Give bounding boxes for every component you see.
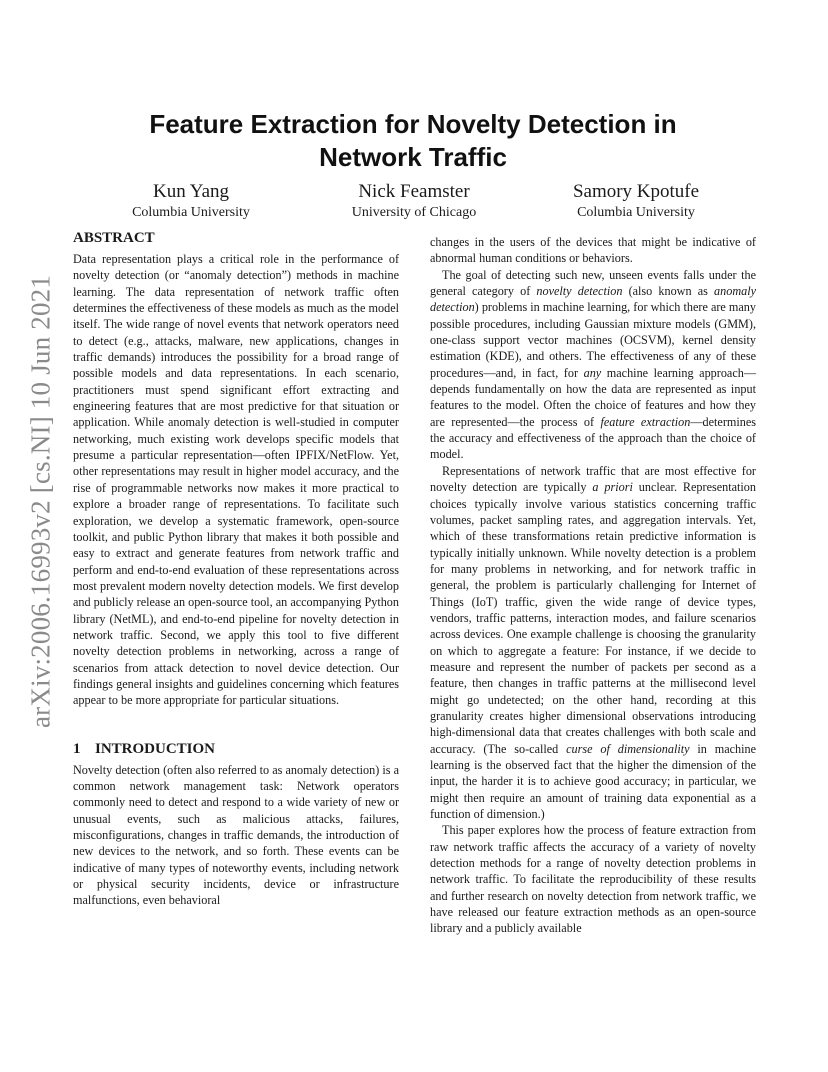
section-number: 1: [73, 740, 81, 757]
right-column: [430, 234, 756, 937]
author-block: [81, 180, 301, 222]
arxiv-margin-stamp: [20, 274, 62, 728]
author-affiliation: Columbia University: [132, 205, 250, 220]
intro-paragraph-2: The goal of detecting such new, unseen events falls under the general category of novelty detection (also known as anomaly detection) problems in machine learning, for which there are many possible procedures, including Gaussian mixture models (GMM), one-class support vector machines (OCSVM), kernel density estimation (KDE), and others. The effectiveness of any of these procedures—and, in fact, for any machine learning approach—depends fundamentally on how the data are represented as input features to the model. Often the choice of features and how they are represented—the process of feature extraction—determines the accuracy and effectiveness of the approach than the choice of model.: [430, 267, 757, 462]
italic-term: feature extraction: [600, 414, 691, 429]
intro-paragraph-1-continued: changes in the users of the devices that might be indicative of abnormal human conditions or behaviors.: [430, 235, 756, 266]
introduction-heading: [73, 739, 399, 759]
author-affiliation: Columbia University: [577, 205, 695, 220]
italic-term: anomaly detection: [430, 284, 757, 315]
author-name: Samory Kpotufe: [572, 181, 700, 202]
italic-term: a priori: [592, 480, 633, 495]
italic-term: novelty detection: [536, 284, 623, 299]
italic-term: curse of dimensionality: [566, 741, 690, 756]
arxiv-identifier: arXiv:2006.16993v2 [cs.NI] 10 Jun 2021: [25, 274, 56, 728]
intro-paragraph-3: Representations of network traffic that are most effective for novelty detection are typically a priori unclear. Representation choices typically involve various statistics concerning traffic volumes, packet sampling rates, and aggregation intervals. Yet, which of these transformations retain predictive information is typically initially unknown. While novelty detection is a problem for many problems in networking, and for network traffic in general, the problem is particularly challenging for Internet of Things (IoT) traffic, given the wide range of device types, vendors, traffic patterns, interaction modes, and failure scenarios across devices. One example challenge is choosing the granularity on which to aggregate a feature: For instance, if we decide to measure and represent the number of packets per second as a feature, then changes in traffic patterns at the millisecond level might go undetected; on the other hand, recording at this granularity creates higher dimensional observations introducing high-dimensional data that creates challenges with both scale and accuracy. (The so-called curse of dimensionality in machine learning is the observed fact that the higher the dimension of the input, the harder it is to achieve good accuracy; in particular, we might then require an amount of training data exponential as a function of dimension.): [430, 463, 757, 822]
section-title: INTRODUCTION: [95, 740, 216, 757]
left-column: [73, 228, 399, 909]
author-block: [304, 180, 524, 222]
author-block: [526, 180, 746, 222]
paper-title: Feature Extraction for Novelty Detection in Network Traffic: [149, 109, 677, 172]
italic-term: any: [583, 365, 602, 380]
abstract-text: Data representation plays a critical role in the performance of novelty detection (or “anomaly detection”) methods in machine learning. The data representation of network traffic often determines the effectiveness of these models as much as the model itself. The wide range of novel events that network operators need to detect (e.g., attacks, malware, new applications, changes in traffic demands) introduces the possibility for a broad range of possible models and data representations. In each scenario, practitioners must spend significant effort extracting and engineering features that are most predictive for that situation or application. While anomaly detection is well-studied in computer networking, much existing work develops specific models that presume a particular representation—often IPFIX/NetFlow. Yet, other representations may result in higher model accuracy, and the rise of programmable networks now makes it more practical to explore a broader range of representations. To facilitate such exploration, we develop a systematic framework, open-source toolkit, and public Python library that makes it both possible and easy to extract and generate features from network traffic and perform and end-to-end evaluation of these representations across most prevalent modern novelty detection models. We first develop and publicly release an open-source tool, an accompanying Python library (NetML), and end-to-end pipeline for novelty detection in network traffic. Second, we apply this tool to five different novelty detection problems in networking, across a range of scenarios from attack detection to novel device detection. Our findings general insights and guidelines concerning which features appear to be more appropriate for particular situations.: [73, 252, 399, 708]
author-affiliation: University of Chicago: [351, 205, 477, 220]
abstract-heading: ABSTRACT: [73, 230, 155, 246]
author-name: Kun Yang: [152, 181, 230, 202]
intro-paragraph-4: This paper explores how the process of feature extraction from raw network traffic affects the accuracy of a variety of novelty detection methods for a range of novelty detection problems in network traffic. To facilitate the reproducibility of these results and further research on novelty detection from network traffic, we have released our feature extraction methods as an open-source library and a publicly available: [430, 823, 756, 936]
author-name: Nick Feamster: [358, 181, 470, 202]
intro-paragraph-1: Novelty detection (often also referred to as anomaly detection) is a common network management task: Network operators commonly need to detect and respond to a wide variety of new or unusual events, such as malicious attacks, failures, misconfigurations, changes in traffic demands, the introduction of new devices to the network, and so forth. These events can be indicative of many types of noteworthy events, including network or physical security incidents, device or infrastructure malfunctions, even behavioral: [73, 762, 399, 908]
